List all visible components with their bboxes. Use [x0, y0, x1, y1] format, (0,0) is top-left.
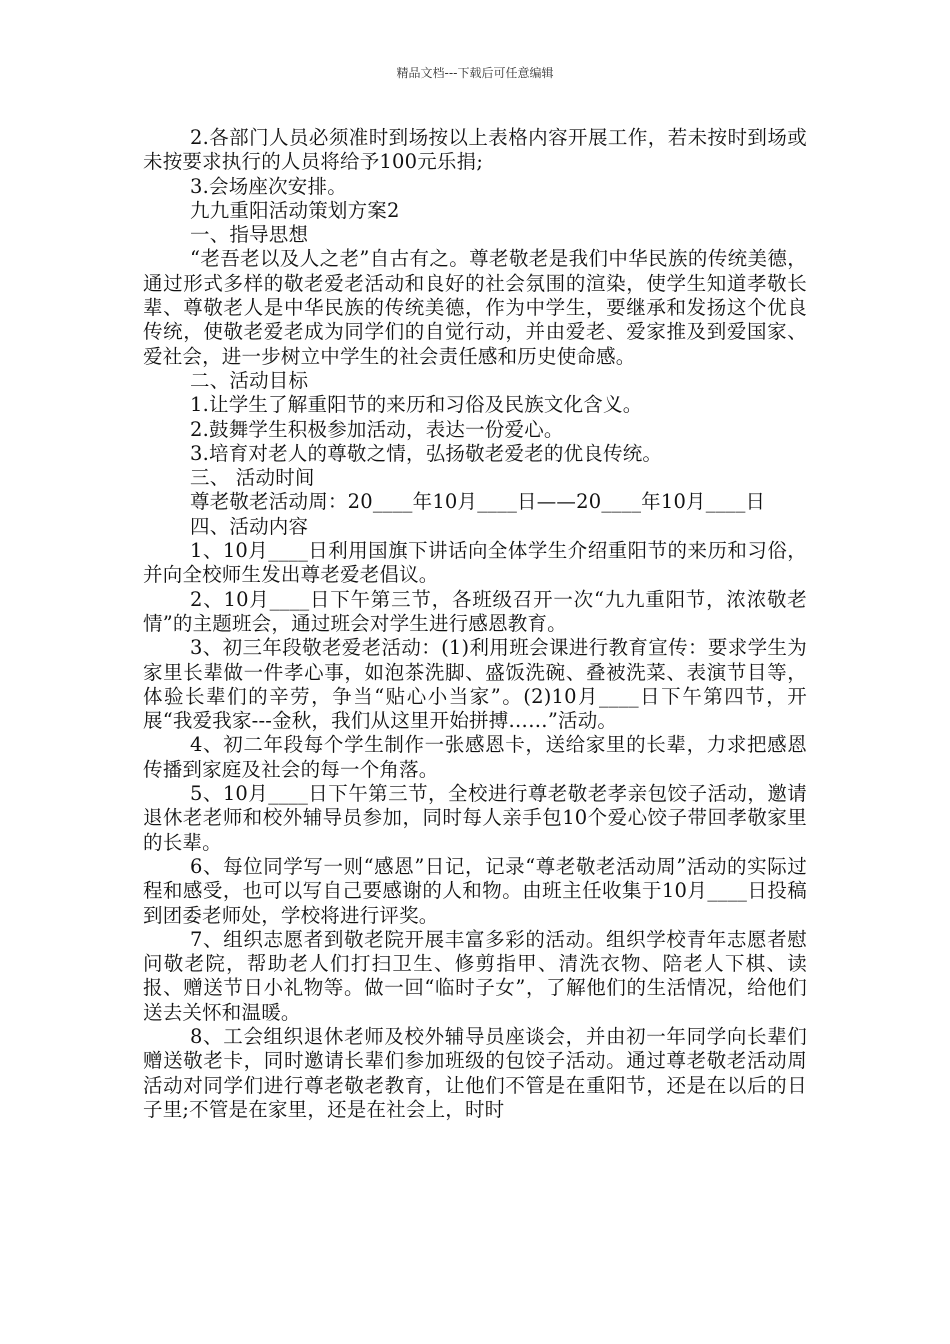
content-item-1: 1、10月____日利用国旗下讲话向全体学生介绍重阳节的来历和习俗，并向全校师生发出尊老爱老倡议。	[143, 539, 807, 587]
heading-guiding-ideology: 一、指导思想	[190, 223, 309, 247]
paragraph-ideology: “老吾老以及人之老”自古有之。尊老敬老是我们中华民族的传统美德，通过形式多样的敬老爱老活动和良好的社会氛围的渲染，使学生知道孝敬长辈、尊敬老人是中华民族的传统美德，作为中学生，要继承和发扬这个优良传统，使敬老爱老成为同学们的自觉行动，并由爱老、爱家推及到爱国家、爱社会，进一步树立中学生的社会责任感和历史使命感。	[143, 247, 807, 368]
content-item-4: 4、初二年段每个学生制作一张感恩卡，送给家里的长辈，力求把感恩传播到家庭及社会的每一个角落。	[143, 733, 807, 781]
document-body	[143, 126, 807, 1122]
heading-activity-content: 四、活动内容	[190, 514, 309, 538]
page-header: 精品文档---下载后可任意编辑	[396, 66, 554, 80]
paragraph-activity-week: 尊老敬老活动周：20____年10月____日——20____年10月____日	[190, 490, 766, 514]
content-item-3: 3、初三年段敬老爱老活动：(1)利用班会课进行教育宣传：要求学生为家里长辈做一件孝心事，如泡茶洗脚、盛饭洗碗、叠被洗菜、表演节目等，体验长辈们的辛劳，争当“贴心小当家”。(2)10月____日下午第四节，开展“我爱我家---金秋，我们从这里开始拼搏……”活动。	[143, 636, 807, 733]
content-item-2: 2、10月____日下午第三节，各班级召开一次“九九重阳节，浓浓敬老情”的主题班会，通过班会对学生进行感恩教育。	[143, 587, 807, 635]
content-item-8: 8、工会组织退休老师及校外辅导员座谈会，并由初一年同学向长辈们赠送敬老卡，同时邀请长辈们参加班级的包饺子活动。通过尊老敬老活动周活动对同学们进行尊老敬老教育，让他们不管是在重阳节，还是在以后的日子里;不管是在家里，还是在社会上，时时	[143, 1024, 807, 1121]
goal-item-3: 3.培育对老人的尊敬之情，弘扬敬老爱老的优良传统。	[190, 441, 663, 465]
content-item-7: 7、组织志愿者到敬老院开展丰富多彩的活动。组织学校青年志愿者慰问敬老院，帮助老人们打扫卫生、修剪指甲、清洗衣物、陪老人下棋、读报、赠送节日小礼物等。做一回“临时子女”，了解他们的生活情况，给他们送去关怀和温暖。	[143, 927, 807, 1024]
content-item-5: 5、10月____日下午第三节，全校进行尊老敬老孝亲包饺子活动，邀请退休老老师和校外辅导员参加，同时每人亲手包10个爱心饺子带回孝敬家里的长辈。	[143, 782, 807, 854]
heading-activity-goals: 二、活动目标	[190, 368, 309, 392]
goal-item-1: 1.让学生了解重阳节的来历和习俗及民族文化含义。	[190, 393, 643, 417]
heading-activity-time: 三、 活动时间	[190, 466, 315, 490]
paragraph-staff-attendance: 2.各部门人员必须准时到场按以上表格内容开展工作，若未按时到场或未按要求执行的人员将给予100元乐捐;	[143, 126, 807, 174]
content-item-6: 6、每位同学写一则“感恩”日记，记录“尊老敬老活动周”活动的实际过程和感受，也可以写自己要感谢的人和物。由班主任收集于10月____日投稿到团委老师处，学校将进行评奖。	[143, 854, 807, 927]
paragraph-seating: 3.会场座次安排。	[190, 174, 347, 198]
goal-item-2: 2.鼓舞学生积极参加活动，表达一份爱心。	[190, 417, 564, 441]
section-title-plan-2: 九九重阳活动策划方案2	[190, 198, 400, 222]
